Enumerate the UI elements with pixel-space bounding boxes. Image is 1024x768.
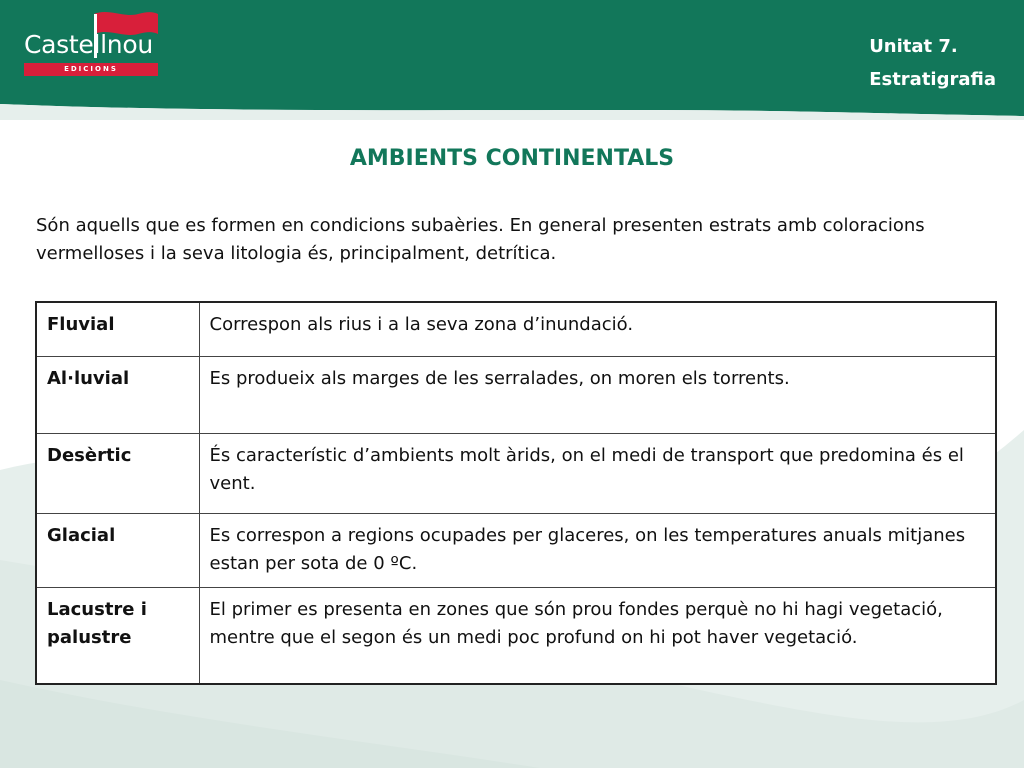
unit-topic: Estratigrafia [869,69,996,90]
description-cell: Correspon als rius i a la seva zona d’inundació. [199,302,996,356]
table-row [36,302,996,356]
description-cell: Es produeix als marges de les serralades, on moren els torrents. [199,356,996,433]
logo-subtitle: EDICIONS [24,63,158,76]
environments-table [35,301,997,685]
table-row [36,356,996,433]
term-cell: Glacial [36,513,199,587]
unit-label [869,30,996,96]
term-cell: Lacustre i palustre [36,587,199,684]
term-cell: Al·luvial [36,356,199,433]
table-row [36,587,996,684]
intro-paragraph: Són aquells que es formen en condicions subaèries. En general presenten estrats amb coloracions vermelloses i la seva litologia és, principalment, detrítica. [36,215,925,264]
logo-wordmark: Castellnou [24,30,153,59]
page-title: AMBIENTS CONTINENTALS [349,146,675,171]
description-cell: Es correspon a regions ocupades per glaceres, on les temperatures anuals mitjanes estan per sota de 0 ºC. [199,513,996,587]
unit-number: Unitat 7. [869,36,958,57]
term-cell: Fluvial [36,302,199,356]
description-cell: El primer es presenta en zones que són prou fondes perquè no hi hagi vegetació, mentre que el segon és un medi poc profund on hi pot haver vegetació. [199,587,996,684]
description-cell: És característic d’ambients molt àrids, on el medi de transport que predomina és el vent. [199,433,996,513]
table-row [36,433,996,513]
table-row [36,513,996,587]
term-cell: Desèrtic [36,433,199,513]
